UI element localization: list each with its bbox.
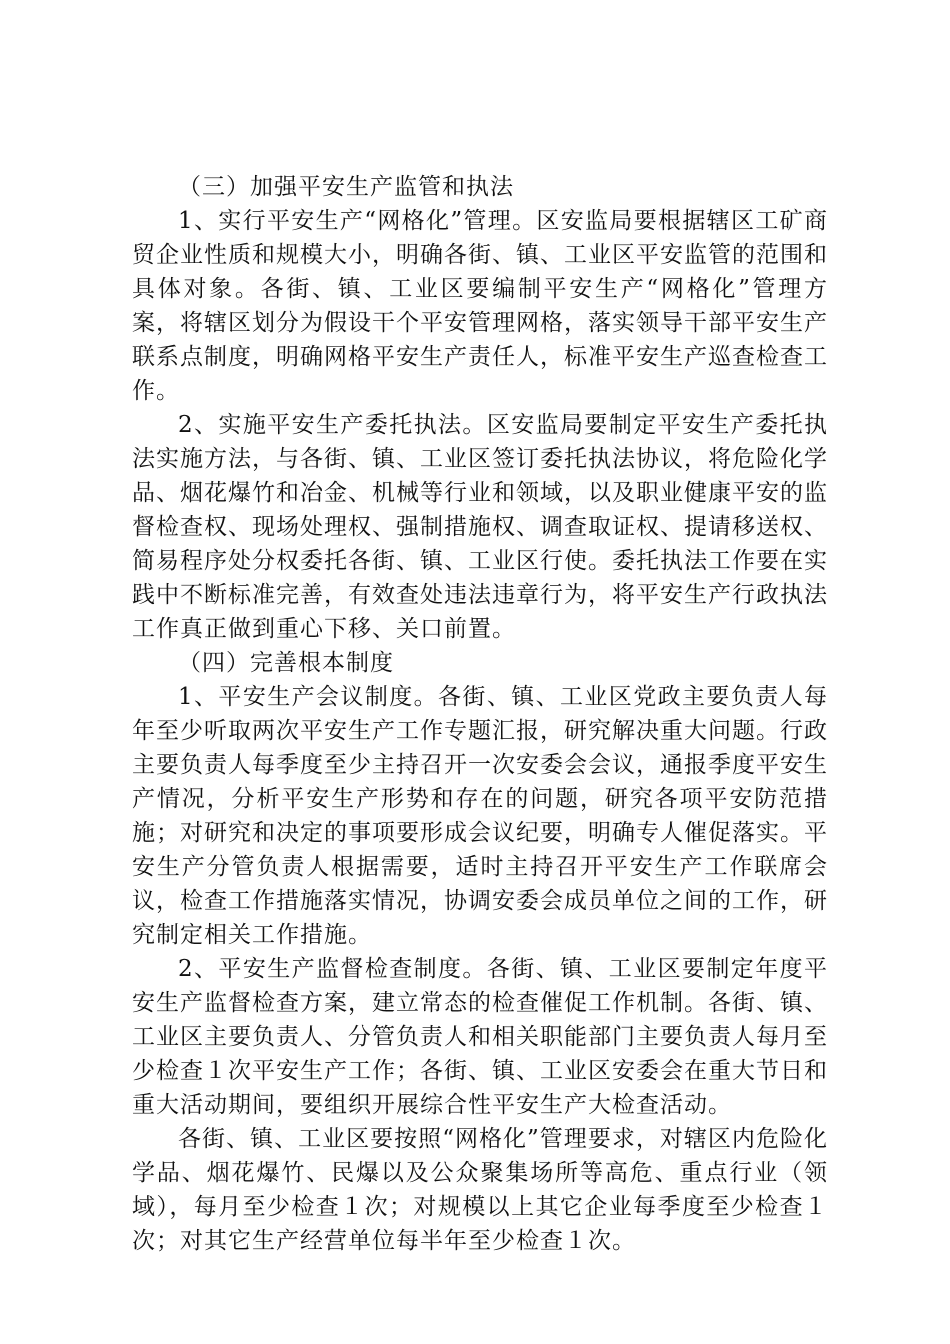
- paragraph-inspection-frequency: 各街、镇、工业区要按照“网格化”管理要求，对辖区内危险化学品、烟花爆竹、民爆以及公众聚集场所等高危、重点行业（领域），每月至少检查１次；对规模以上其它企业每季度至少检查１次；对其它生产经营单位每半年至少检查１次。: [132, 1126, 828, 1254]
- paragraph-meeting-system: 1、平安生产会议制度。各街、镇、工业区党政主要负责人每年至少听取两次平安生产工作专题汇报，研究解决重大问题。行政主要负责人每季度至少主持召开一次安委会会议，通报季度平安生产情况，分析平安生产形势和存在的问题，研究各项平安防范措施；对研究和决定的事项要形成会议纪要，明确专人催促落实。平安生产分管负责人根据需要，适时主持召开平安生产工作联席会议，检查工作措施落实情况，协调安委会成员单位之间的工作，研究制定相关工作措施。: [132, 684, 828, 948]
- paragraph-grid-management: 1、实行平安生产“网格化”管理。区安监局要根据辖区工矿商贸企业性质和规模大小，明确各街、镇、工业区平安监管的范围和具体对象。各街、镇、工业区要编制平安生产“网格化”管理方案，将辖区划分为假设干个平安管理网格，落实领导干部平安生产联系点制度，明确网格平安生产责任人，标准平安生产巡查检查工作。: [132, 208, 828, 404]
- section-heading-4: （四）完善根本制度: [178, 650, 394, 676]
- paragraph-inspection-system: 2、平安生产监督检查制度。各街、镇、工业区要制定年度平安生产监督检查方案，建立常态的检查催促工作机制。各街、镇、工业区主要负责人、分管负责人和相关职能部门主要负责人每月至少检查１次平安生产工作；各街、镇、工业区安委会在重大节日和重大活动期间，要组织开展综合性平安生产大检查活动。: [132, 956, 828, 1118]
- section-heading-3: （三）加强平安生产监管和执法: [178, 174, 514, 200]
- paragraph-delegated-enforcement: 2、实施平安生产委托执法。区安监局要制定平安生产委托执法实施方法，与各街、镇、工业区签订委托执法协议，将危险化学品、烟花爆竹和冶金、机械等行业和领域，以及职业健康平安的监督检查权、现场处理权、强制措施权、调查取证权、提请移送权、简易程序处分权委托各街、镇、工业区行使。委托执法工作要在实践中不断标准完善，有效查处违法违章行为，将平安生产行政执法工作真正做到重心下移、关口前置。: [132, 412, 828, 642]
- document-page: [132, 170, 828, 1258]
